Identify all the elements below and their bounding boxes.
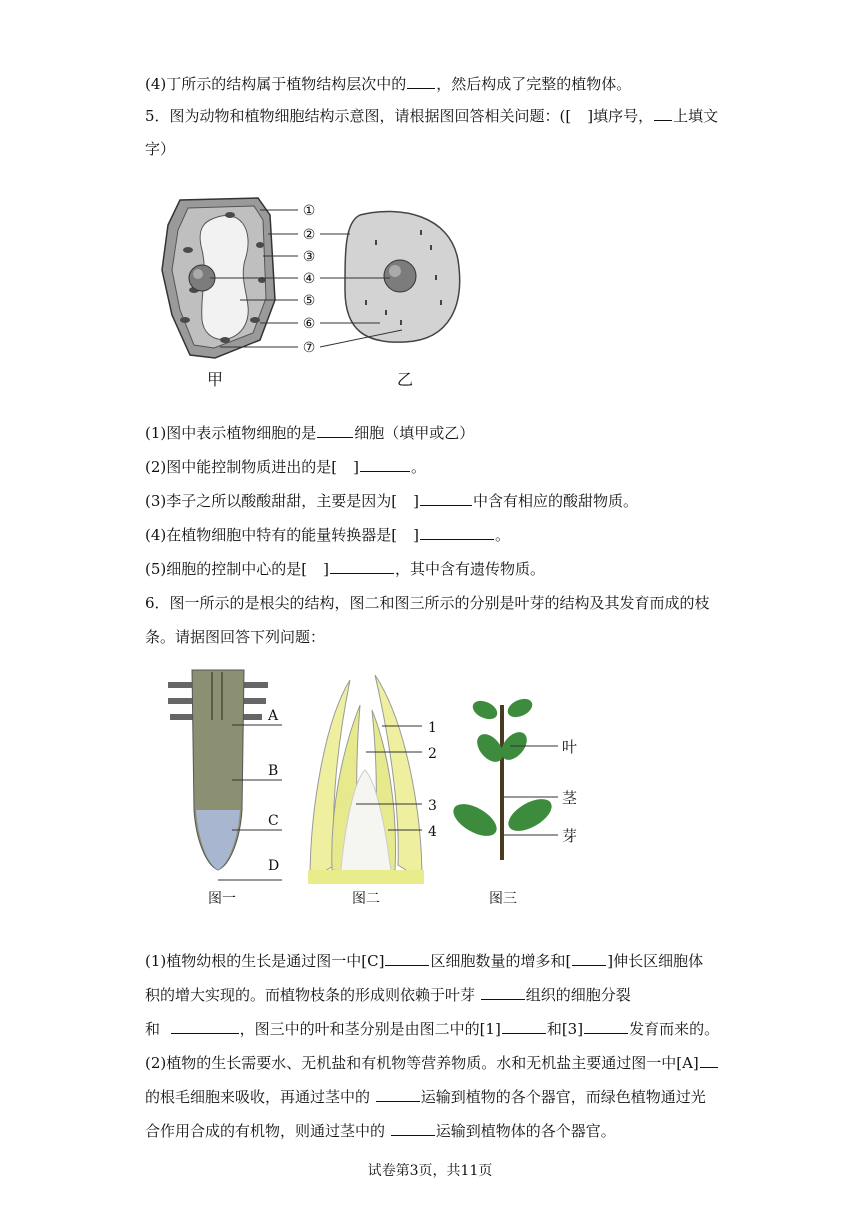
cell-structure-figure [150,190,480,400]
page-footer: 试卷第3页，共11页 [367,1163,493,1179]
fig3-label-leaf: 叶 [562,738,578,756]
fig2-label-3: 3 [428,798,437,814]
label-7: ⑦ [302,340,316,356]
answer-blank[interactable] [420,490,472,506]
caption-jia: 甲 [206,370,224,389]
answer-blank[interactable] [572,950,606,966]
fig2-label-2: 2 [428,746,437,762]
fig1-caption: 图一 [208,891,236,907]
fig2-label-1: 1 [428,720,437,736]
label-2: ② [302,227,316,243]
fig1-label-c: C [268,813,279,829]
leaf-bud-image [308,675,424,884]
q6-part2-line2: 的根毛细胞来吸收，再通过茎中的 运输到植物的各个器官，而绿色植物通过光 [145,1088,706,1106]
q5-part4: (4)在植物细胞中特有的能量转换器是[ ] 。 [145,526,510,544]
answer-blank[interactable] [407,73,435,89]
label-6: ⑥ [302,316,316,332]
label-1: ① [302,203,316,219]
q6-part1-line1: (1)植物幼根的生长是通过图一中[C] 区细胞数量的增多和[ ]伸长区细胞体 [145,952,704,970]
answer-blank[interactable] [360,456,410,472]
fig3-label-stem: 茎 [562,789,578,807]
fig1-label-b: B [268,763,279,779]
fig1-label-d: D [268,858,280,874]
label-4: ④ [302,271,316,287]
label-3: ③ [302,249,316,265]
answer-blank[interactable] [171,1018,239,1034]
root-bud-figure [160,660,590,920]
q6-stem-line1: 6．图一所示的是根尖的结构，图二和图三所示的分别是叶芽的结构及其发育而成的枝 [145,594,710,612]
answer-blank[interactable] [317,422,353,438]
q6-part1-line3: 和 ，图三中的叶和茎分别是由图二中的[1] 和[3] 发育而来的。 [145,1020,720,1038]
answer-blank[interactable] [330,558,394,574]
answer-blank[interactable] [391,1120,435,1136]
fig3-caption: 图三 [489,891,517,907]
q5-part3: (3)李子之所以酸酸甜甜，主要是因为[ ] 中含有相应的酸甜物质。 [145,492,638,510]
fig3-label-bud: 芽 [562,827,578,845]
answer-blank[interactable] [502,1018,546,1034]
answer-blank[interactable] [700,1052,718,1068]
answer-blank[interactable] [420,524,494,540]
fig2-label-4: 4 [428,824,437,840]
answer-blank[interactable] [385,950,429,966]
q5-stem-line2: 字） [145,140,176,158]
q5-part1: (1)图中表示植物细胞的是 细胞（填甲或乙） [145,424,475,442]
caption-yi: 乙 [396,370,414,389]
q5-stem-line1: 5．图为动物和植物细胞结构示意图，请根据图回答相关问题：([ ]填序号， 上填文 [145,107,719,125]
q4-part4: (4)丁所示的结构属于植物结构层次中的 ，然后构成了完整的植物体。 [145,75,632,93]
answer-blank [654,105,672,121]
q5-part5: (5)细胞的控制中心的是[ ] ，其中含有遗传物质。 [145,560,545,578]
label-5: ⑤ [302,293,316,309]
root-tip-image [168,670,268,870]
q6-stem-line2: 条。请据图回答下列问题： [145,628,326,646]
q5-part2: (2)图中能控制物质进出的是[ ] 。 [145,458,426,476]
q6-part2-line1: (2)植物的生长需要水、无机盐和有机物等营养物质。水和无机盐主要通过图一中[A] [145,1052,735,1074]
fig2-caption: 图二 [352,891,380,907]
answer-blank[interactable] [584,1018,628,1034]
q6-part1-line2: 积的增大实现的。而植物枝条的形成则依赖于叶芽 组织的细胞分裂 [145,986,631,1004]
fig1-label-a: A [268,708,279,724]
answer-blank[interactable] [481,984,525,1000]
q6-part2-line3: 合作用合成的有机物，则通过茎中的 运输到植物体的各个器官。 [145,1122,616,1140]
answer-blank[interactable] [376,1086,420,1102]
